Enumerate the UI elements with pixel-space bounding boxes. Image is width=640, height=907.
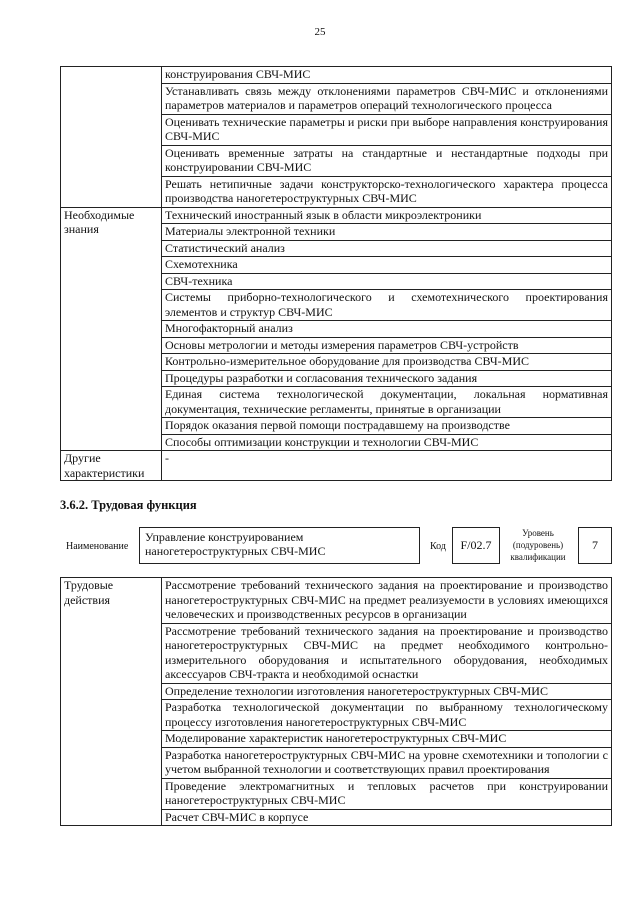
row-item-text: Определение технологии изготовления наногетероструктурных СВЧ-МИС: [162, 683, 612, 700]
row-item-text: Системы приборно-технологического и схемотехнического проектирования элементов и структур СВЧ-МИС: [162, 290, 612, 321]
table-row: [61, 451, 612, 481]
skills-knowledge-table: [60, 66, 612, 481]
row-category-label: Другие характеристики: [61, 451, 162, 481]
row-item-text: Контрольно-измерительное оборудование для производства СВЧ-МИС: [162, 354, 612, 371]
row-item-text: Рассмотрение требований технического задания на проектирование и производство наногетероструктурных СВЧ-МИС на предмет необходимого контрольно-измерительного оборудования и испытательного оборудования, необходимых аксессуаров СВЧ-тракта и необходимой оснастки: [162, 623, 612, 683]
row-category-label: [61, 67, 162, 208]
row-item-text: Основы метрологии и методы измерения параметров СВЧ-устройств: [162, 337, 612, 354]
code-value: F/02.7: [452, 527, 500, 564]
row-item-text: Разработка наногетероструктурных СВЧ-МИС на уровне схемотехники и топологии с учетом выбранной технологии и соответствующих правил проектирования: [162, 747, 612, 778]
row-category-label: Трудовые действия: [61, 578, 162, 826]
row-item-text: Решать нетипичные задачи конструкторско-технологического характера процесса производства наногетероструктурных СВЧ-МИС: [162, 176, 612, 207]
row-item-text: Моделирование характеристик наногетероструктурных СВЧ-МИС: [162, 731, 612, 748]
row-item-text: Расчет СВЧ-МИС в корпусе: [162, 809, 612, 826]
function-name-label: Наименование: [66, 541, 129, 552]
table-row: [61, 207, 612, 224]
row-item-text: Многофакторный анализ: [162, 321, 612, 338]
code-label: Код: [430, 541, 446, 552]
row-item-text: Проведение электромагнитных и тепловых расчетов при конструировании наногетероструктурных СВЧ-МИС: [162, 778, 612, 809]
section-title: 3.6.2. Трудовая функция: [60, 498, 197, 512]
qualification-level-value: 7: [578, 527, 612, 564]
skills-knowledge-body: [61, 67, 612, 481]
row-item-text: Схемотехника: [162, 257, 612, 274]
function-name-value: Управление конструированием наногетероструктурных СВЧ-МИС: [139, 527, 420, 564]
row-item-text: СВЧ-техника: [162, 273, 612, 290]
page-number: 25: [314, 26, 326, 38]
row-item-text: Единая система технологической документации, локальная нормативная документация, технические регламенты, принятые в организации: [162, 387, 612, 418]
row-item-text: Устанавливать связь между отклонениями параметров СВЧ-МИС и отклонениями параметров материалов и параметров операций технологического процесса: [162, 83, 612, 114]
row-item-text: -: [162, 451, 612, 481]
row-item-text: Оценивать технические параметры и риски при выборе направления конструирования СВЧ-МИС: [162, 114, 612, 145]
row-item-text: Рассмотрение требований технического задания на проектирование и производство наногетероструктурных СВЧ-МИС на предмет реализуемости в условиях имеющихся человеческих и производственных ресурсов в организации: [162, 578, 612, 624]
row-item-text: Статистический анализ: [162, 240, 612, 257]
row-item-text: Технический иностранный язык в области микроэлектроники: [162, 207, 612, 224]
row-item-text: Способы оптимизации конструкции и технологии СВЧ-МИС: [162, 434, 612, 451]
row-item-text: Процедуры разработки и согласования технического задания: [162, 370, 612, 387]
row-category-label: Необходимые знания: [61, 207, 162, 451]
row-item-text: Порядок оказания первой помощи пострадавшему на производстве: [162, 418, 612, 435]
labor-actions-table: [60, 577, 612, 826]
qualification-level-label: Уровень (подуровень) квалификации: [510, 528, 566, 562]
row-item-text: Материалы электронной техники: [162, 224, 612, 241]
table-row: [61, 578, 612, 624]
row-item-text: Разработка технологической документации по выбранному технологическому процессу изготовления наногетероструктурных СВЧ-МИС: [162, 700, 612, 731]
row-item-text: конструирования СВЧ-МИС: [162, 67, 612, 84]
row-item-text: Оценивать временные затраты на стандартные и нестандартные подходы при конструировании СВЧ-МИС: [162, 145, 612, 176]
table-row: [61, 67, 612, 84]
labor-actions-body: [61, 578, 612, 826]
